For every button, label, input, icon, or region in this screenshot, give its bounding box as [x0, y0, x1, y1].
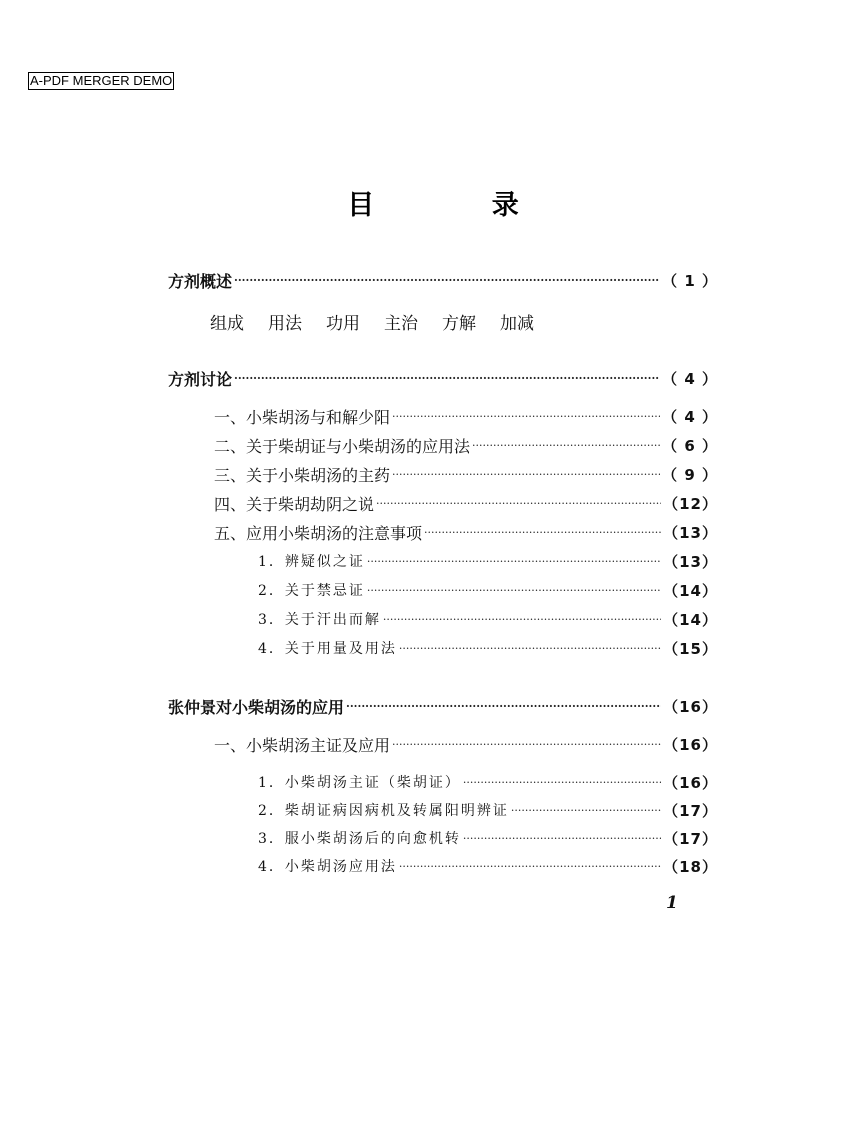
component-label: 组成 — [210, 314, 244, 334]
leader-dots — [392, 410, 660, 423]
toc-entry-page: （ 4 ） — [662, 369, 718, 388]
toc-subentry[interactable] — [258, 827, 718, 849]
toc-entry-title: 4．关于用量及用法 — [258, 641, 397, 657]
leader-dots — [399, 642, 661, 655]
leader-dots — [383, 613, 661, 626]
toc-entry-page: （16） — [663, 697, 718, 716]
toc-entry-page: （12） — [663, 494, 718, 513]
leader-dots — [346, 700, 661, 713]
toc-entry-page: （ 9 ） — [662, 465, 718, 484]
leader-dots — [392, 738, 661, 751]
toc-entry-title: 2．柴胡证病因病机及转属阳明辨证 — [258, 803, 509, 819]
toc-entry-page: （15） — [663, 639, 718, 658]
toc-entry-page: （18） — [663, 857, 718, 876]
toc-entry-title: 2．关于禁忌证 — [258, 583, 365, 599]
toc-entry-title: 二、关于柴胡证与小柴胡汤的应用法 — [214, 436, 471, 456]
toc-subentry[interactable] — [258, 579, 718, 601]
leader-dots — [367, 555, 661, 568]
component-label: 加减 — [500, 314, 534, 334]
toc-subentry[interactable] — [258, 608, 718, 630]
component-label: 用法 — [268, 314, 302, 334]
toc-subentry[interactable] — [258, 799, 718, 821]
toc-subentry[interactable] — [258, 771, 718, 793]
toc-entry-title: 1．辨疑似之证 — [258, 554, 365, 570]
toc-subentry[interactable] — [258, 637, 718, 659]
toc-entry-page: （17） — [663, 801, 718, 820]
toc-entry-page: （14） — [663, 581, 718, 600]
leader-dots — [392, 468, 660, 481]
leader-dots — [472, 439, 660, 452]
toc-entry-title: 3．关于汗出而解 — [258, 612, 381, 628]
toc-entry-title: 一、小柴胡汤与和解少阳 — [214, 407, 391, 427]
toc-entry-title: 方剂讨论 — [168, 369, 233, 389]
toc-entry-section-3[interactable] — [168, 695, 718, 717]
toc-entry-title: 四、关于柴胡劫阴之说 — [214, 494, 375, 514]
toc-entry-page: （16） — [663, 773, 718, 792]
toc-entry-title: 一、小柴胡汤主证及应用 — [214, 735, 391, 755]
page-title: 目 录 — [347, 190, 573, 221]
leader-dots — [463, 776, 661, 789]
toc-subentry[interactable] — [258, 855, 718, 877]
page-number: 1 — [666, 893, 678, 913]
toc-entry-title: 张仲景对小柴胡汤的应用 — [168, 697, 345, 717]
leader-dots — [234, 372, 660, 385]
toc-entry-page: （ 1 ） — [662, 271, 718, 290]
toc-entry-section-1[interactable] — [168, 269, 718, 291]
toc-entry-title: 三、关于小柴胡汤的主药 — [214, 465, 391, 485]
toc-entry[interactable] — [214, 434, 718, 456]
section-1-components — [210, 309, 534, 334]
toc-entry[interactable] — [214, 492, 718, 514]
toc-entry-title: 方剂概述 — [168, 271, 233, 291]
toc-entry-page: （14） — [663, 610, 718, 629]
leader-dots — [367, 584, 661, 597]
component-label: 主治 — [384, 314, 418, 334]
demo-watermark: A-PDF MERGER DEMO — [30, 73, 173, 88]
toc-entry-page: （16） — [663, 735, 718, 754]
toc-entry-page: （13） — [663, 552, 718, 571]
toc-entry-page: （13） — [663, 523, 718, 542]
toc-entry-title: 3．服小柴胡汤后的向愈机转 — [258, 831, 461, 847]
toc-entry-page: （ 6 ） — [662, 436, 718, 455]
toc-entry[interactable] — [214, 521, 718, 543]
toc-subentry[interactable] — [258, 550, 718, 572]
toc-entry[interactable] — [214, 463, 718, 485]
toc-entry[interactable] — [214, 733, 718, 755]
toc-entry-title: 1．小柴胡汤主证（柴胡证） — [258, 775, 461, 791]
toc-entry-section-2[interactable] — [168, 367, 718, 389]
leader-dots — [234, 274, 660, 287]
toc-entry[interactable] — [214, 405, 718, 427]
leader-dots — [376, 497, 661, 510]
toc-entry-title: 五、应用小柴胡汤的注意事项 — [214, 523, 423, 543]
toc-entry-title: 4．小柴胡汤应用法 — [258, 859, 397, 875]
toc-entry-page: （17） — [663, 829, 718, 848]
component-label: 方解 — [442, 314, 476, 334]
toc-entry-page: （ 4 ） — [662, 407, 718, 426]
leader-dots — [511, 804, 661, 817]
leader-dots — [399, 860, 661, 873]
component-label: 功用 — [326, 314, 360, 334]
leader-dots — [463, 832, 661, 845]
leader-dots — [424, 526, 661, 539]
